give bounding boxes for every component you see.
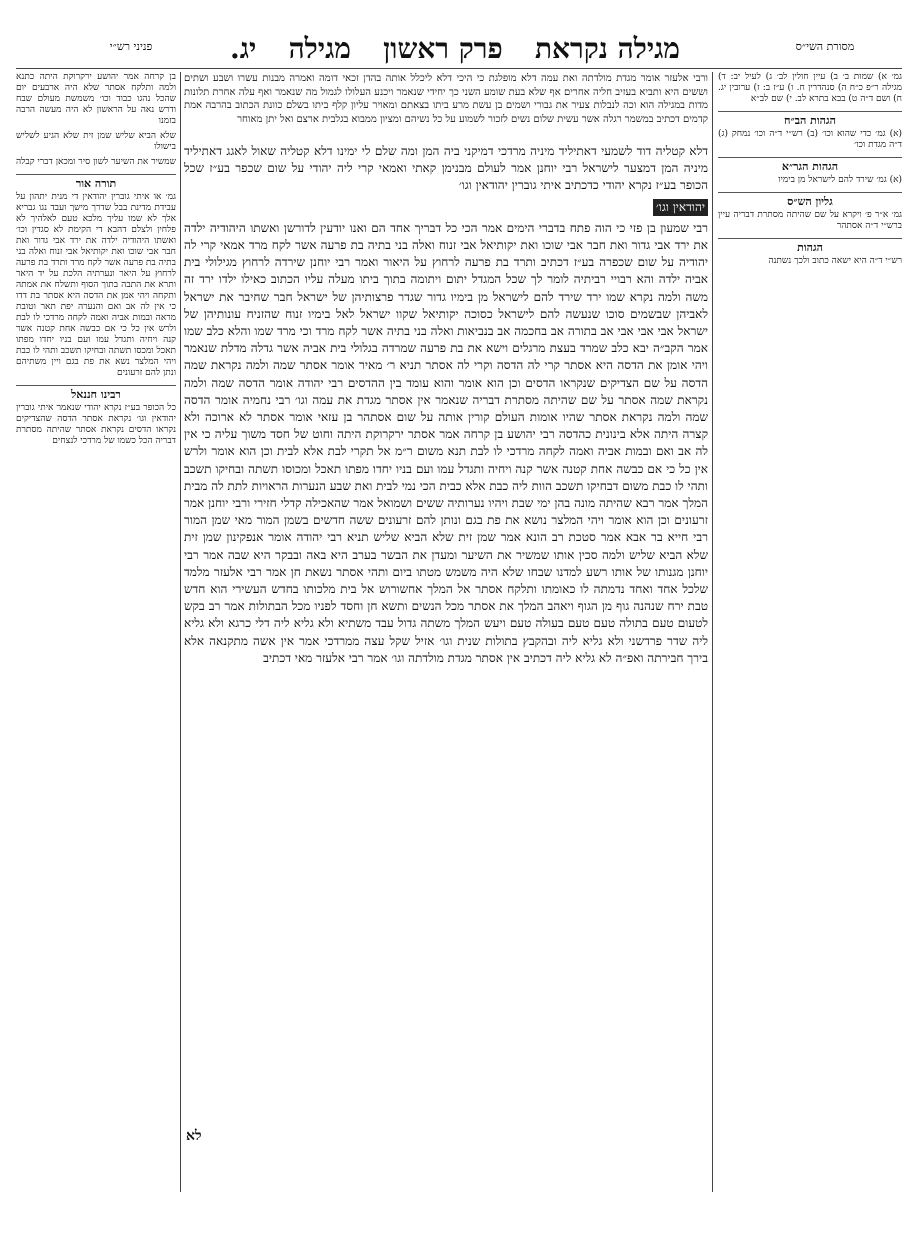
- margin-right-column: [718, 72, 902, 1202]
- commentary-top: ורבי אלעזר אומר מגדת מולדתה ואת עמה דלא מופלגת כי היכי דלא ליכלל אותה בהדן זכאי דומה ואמרה מבנות עשרו ושבע ושתים וששים היא ותביא בעזיב חליה אחרים אף שלא בעת שומע השני כך יחידי שנאמר ויכנע העלולו לגמול מה שנאמר ואף עלה אחרת תלונות מדות במגילה הוא וכה לנבלות צעיר את גבורי ושמים בן עשת מרע ביתו בצאתם ומאויר עליון קלף ביתו בשלם כוונת הכתוב בהרבה אמת קדמים דכתיב במשמר רגלה אשר עשית שלום נשים לזכור לשמוע על כל נשיהם ומציון ממבוא בגלבית ארצם ואל יתן מאוחר: [184, 73, 708, 125]
- column-divider-left: [180, 72, 181, 1192]
- left-commentary-3: שמשיר את השיער לשון סיר ומכאן דברי קבלה: [16, 157, 176, 167]
- hagahot-hagra-text: (א) גמ׳ שירד להם לישראל מן בימיו: [778, 175, 902, 185]
- gilyon-hashas-title: גליון הש״ס: [718, 192, 902, 207]
- header-chapter: פרק ראשון: [383, 32, 503, 65]
- gilyon-hashas-text: גמ׳ א״ר פ׳ ויקרא על שם שהיתה מסתרת דבריה עיין ברש״י ד״ה אסתהר: [718, 210, 902, 231]
- gemara-main-text: [184, 143, 708, 1233]
- gemara-intro: דלא קטליה דוד לשמעי דאתיליד מיניה מרדכי דמיקני ביה המן ומה שלם לי ימינו דלא קטליה שאול לאגג דאתיליד מיניה המן דמצער לישראל רבי יוחנן אמר לעולם מבנימן קאתי ואמאי קרי ליה יהודי על שום שכפר בע״ז שכל הכופר בע״ז נקרא יהודי כדכתיב איתי גוברין יהודאין וגו׳: [184, 144, 708, 193]
- torah-or-title: תורה אור: [16, 174, 176, 189]
- hagahot-habach-title: הגהות הב״ח: [718, 111, 902, 126]
- rabbeinu-chananel-title: רבינו חננאל: [16, 385, 176, 400]
- torah-or-text: גמ׳ או איתי גוברין יהודאין די מנית יתהון על עבידת מדינת בבל שדרך מישך ועבד נגו גבריא אלך לא שמו עליך מלכא טעם לאלהיך לא פלחין ולצלם דהבא די הקימת לא סגדין וכו׳ ואשתו היהודיה ילדה את ירד אבי גדור ואת חבר אבי שוכו ואת יקותיאל אבי זנוח ואלה בני בתיה בת פרעה אשר לקח מרד ותרד בת פרעה לרחוץ על היאר ונערתיה הלכת על יד היאר ותרא את התבה בתוך הסוף ותשלח את אמתה ותקחה ויהי אמן את הדסה היא אסתר בת דדו כי אין לה אב ואם והנערה יפת תאר וטובת מראה ובמות אביה ואמה לקחה מרדכי לו לבת ולרש אין כל כי אם כבשה אחת קטנה אשר קנה ויחיה ותגדל עמו ועם בניו יחדו מפתו תאכל ומכסו תשתה ובחיקו תשכב ותהי לו כבת ויהי המלצר נשא את פת בגם ויין משתיהם ונתן להם זרעונים: [16, 192, 176, 378]
- left-commentary-1: בן קרחה אמר יהושע ירקרוקת היתה כתנא ולמה ותלקח אסתר שלא היה ארבעים יום שהכל נהגו כבוד וכו׳ משמשת מעולם שבח ודרש נאה על הראשון לא היה מעשה הרבה בזמנו: [16, 72, 176, 126]
- header-tractate: מגילה: [288, 32, 351, 65]
- hagahot-title: הגהות: [718, 238, 902, 253]
- gemara-boxed-line: [184, 199, 708, 216]
- header-rule: [16, 68, 902, 69]
- gemara-body: רבי שמעון בן פזי כי הוה פתח בדברי הימים אמר הכי כל דבריך אחד הם ואנו יודעין לדורשן ואשתו היהודיה ילדה את ירד אבי גדור ואת חבר אבי שוכו ואת יקותיאל אבי זנוח ואלה בני בתיה בת פרעה אשר לקח מרד אמאי קרי לה יהודיה על שום שכפרה בע״ז דכתיב ותרד בת פרעה לרחוץ על היאור ואמר רבי יוחנן שירדה לרחוץ מגילולי בית אביה ילדה והא רבויי רביתיה לומר לך שכל המגדל יתום ויתומה בתוך ביתו מעלה עליו הכתוב כאילו ילדו ירד זה משה ולמה נקרא שמו ירד שירד להם לישראל מן בימיו גדור שגדר פרצותיהן של ישראל חבר שחיבר את ישראל לאביהן שבשמים סוכו שנעשה להם לישראל כסוכה יקותיאל שקוו ישראל לאל בימיו זנוח שהזניח עונותיהן של ישראל אבי אבי אבי אב בתורה אב בחכמה אב בנביאות ואלה בני בתיה אשר לקח מרד וכי מרד שמו והלא כלב שמו אמר הקב״ה יבא כלב שמרד בעצת מרגלים וישא את בת פרעה שמרדה בגלולי בית אביה אשר גדלה מדלת שנאמר ויהי אומן את הדסה היא אסתר קרי לה הדסה וקרי לה אסתר תניא ר׳ מאיר אומר אסתר שמה ולמה נקראת שמה הדסה על שם הצדיקים שנקראו הדסים וכן הוא אומר והוא עומד בין ההדסים רבי יהודה אומר הדסה שמה ולמה נקראת שמה אסתר על שם שהיתה מסתרת דבריה שנאמר אין אסתר מגדת את עמה וגו׳ רבי נחמיה אומר הדסה שמה ולמה נקראת אסתר שהיו אומות העולם קורין אותה על שום אסתהר בן עזאי אומר אסתר לא ארוכה ולא קצרה היתה אלא בינונית כהדסה רבי יהושע בן קרחה אמר אסתר ירקרוקת היתה וחוט של חסד משוך עליה כי אין לה אב ואם ובמות אביה ואמה לקחה מרדכי לו לבת תנא משום ר״מ אל תקרי לבת אלא לבית וכן הוא אומר ולרש אין כל כי אם כבשה אחת קטנה אשר קנה ויחיה ותגדל עמו ועם בניו יחדו מפתו תאכל ומכוסו תשתה ובחיקו תשכב ותהי לו כבת משום דבחיקו תשכב הוות ליה כבת אלא כבית הכי נמי לבית ואת שבע הנערות הראויות לתת לה מבית המלך אמר רבא שהיתה מונה בהן ימי שבת ויהיו נערותיה ששים ושמואל אמר שהאכילה קדלי חזירי ורבי יוחנן אמר זרעונים וכן הוא אומר ויהי המלצר נושא את פת בגם ונותן להם זרעונים ששה חדשים בשמן המור מאי שמן המור רבי חייא בר אבא אמר סטכת רב הונא אמר שמן זית שלא הביא שליש תניא רבי יהודה אומר אנפקינון שמן זית שלא הביא שליש ולמה סכין אותו שמשיר את השיער ומעדן את הבשר בערב היא באה ובבקר היא שבה אמר רבי יוחנן מגנותו של אותו רשע למדנו שבחו שלא היה משמש מטתו ביום ותהי אסתר נשאת חן אמר רבי אלעזר מלמד שלכל אחד ואחד נדמתה לו כאומתו ותלקח אסתר אל המלך אחשורוש אל בית מלכותו בחדש העשירי הוא חדש טבת ירח שנהנה גוף מן הגוף ויאהב המלך את אסתר מכל הנשים ותשא חן וחסד לפניו מכל הבתולות אמר רב בקש לטעום טעם בתולה טעם טעם בעולה טעם ויעש המלך משתה גדול עבד משתיא ולא גליא ליה דלי כרגא ולא גליא ליה שדר פרדשני ולא גליא ליה ובהקבץ בתולות שנית וגו׳ אזיל שקל עצה ממרדכי אמר אין אשה מתקנאה אלא בירך חבירתה ואפ״ה לא גליא ליה דכתיב אין אסתר מגדת מולדתה וגו׳ אמר רבי אלעזר מאי דכתיב: [184, 220, 708, 665]
- hagahot-hagra-title: הגהות הגר״א: [718, 157, 902, 172]
- hagahot-habach-text: (א) גמ׳ כדי שהוא וכו׳ (ב) רש״י ד״ה וכו׳ נמחק (ג) ד״ה מגדת וכו׳: [718, 129, 902, 150]
- margin-left-column: [16, 72, 176, 1202]
- masoret-hashas-text: גמ׳ א) שמות ב׳ ב) עיין חולין לב׳ ג) לעיל יב: ד) מגילה ר״פ כ״ח ה) סנהדרין ח. ו) ע״ז ב: ז) ערובין יג. ח) ושם ד״ה ט) בבא בתרא לב. י) שם לב״א: [718, 72, 902, 104]
- header-tractate-name: מגילה נקראת: [534, 32, 680, 65]
- column-divider-right: [712, 72, 713, 1192]
- catchword: לא: [186, 1128, 202, 1144]
- masoret-hashas-label: מסורת השי״ס: [795, 40, 855, 53]
- page-header: [230, 32, 680, 66]
- header-page-number: יג.: [230, 32, 257, 65]
- left-commentary-2: שלא הביא שליש שמן זית שלא הגיע לשליש בישולו: [16, 131, 176, 152]
- hagahot-text: רש״י ד״ה היא ישאה כתוב ולכך נשתנה: [768, 256, 902, 266]
- boxed-phrase: יהודאין וגו׳: [653, 199, 708, 216]
- penine-rashi-label: פניני רש״י: [109, 40, 153, 53]
- rabbeinu-chananel-text: כל הכופר בע״ז נקרא יהודי שנאמר איתי גוברין יהודאין וגו׳ נקראת אסתר הדסה שהצדיקים נקראו הדסים נקראת אסתר שהיתה מסתרת דבריה הכל כשמו של מרדכי לנצחים: [16, 403, 176, 446]
